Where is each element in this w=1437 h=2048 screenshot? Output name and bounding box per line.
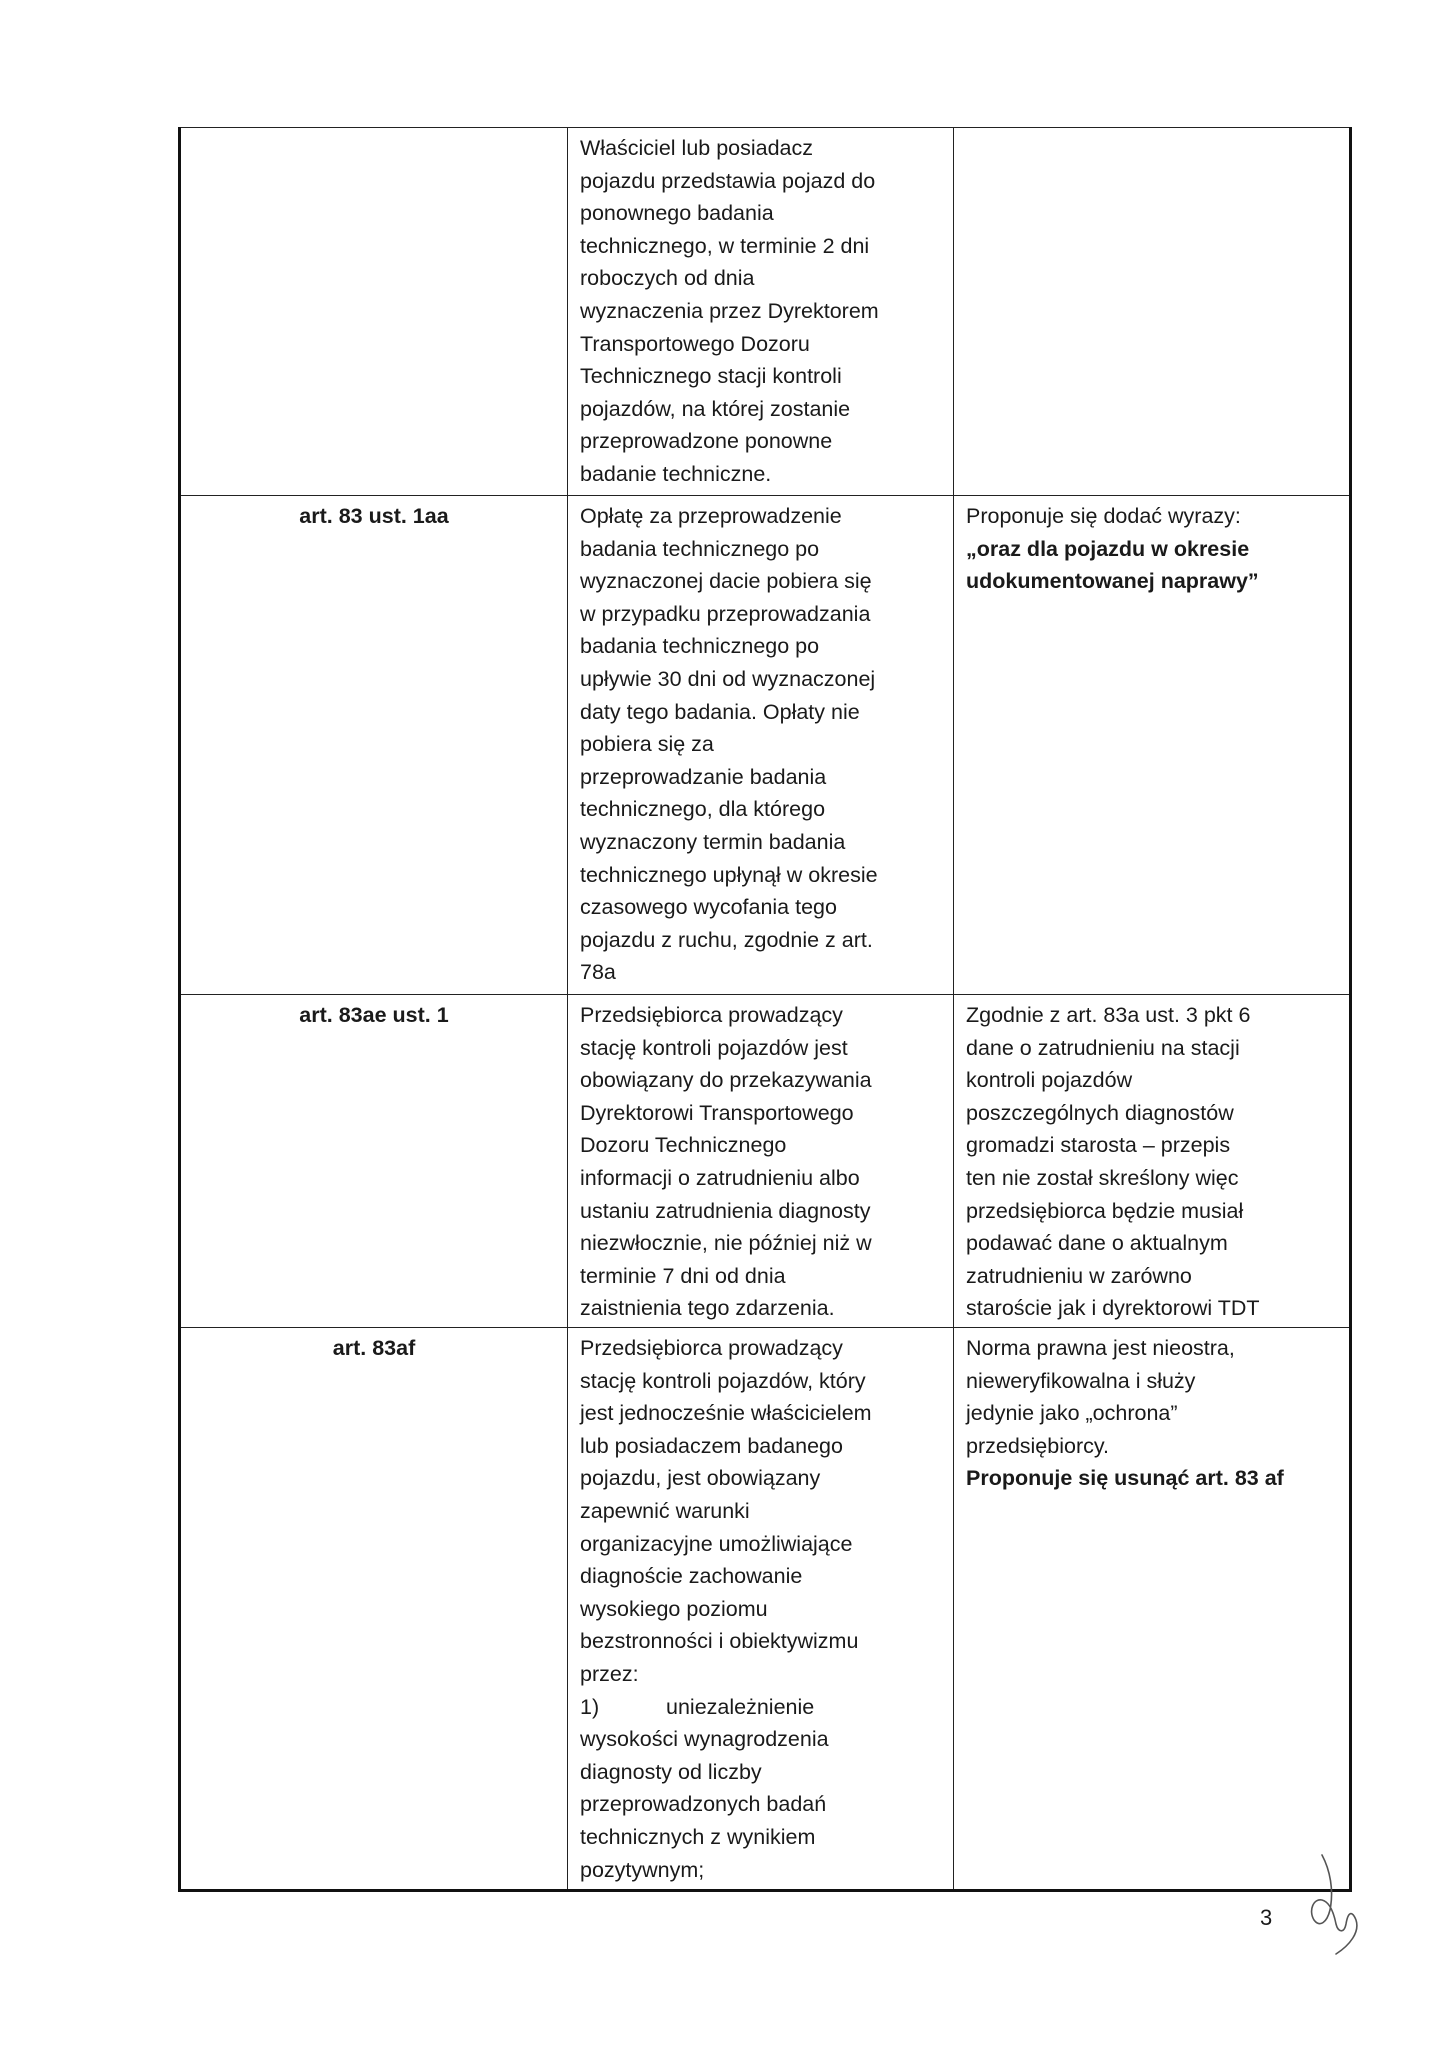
article-cell (180, 128, 568, 496)
provision-list-item-continuation: wysokości wynagrodzenia diagnosty od liczby przeprowadzonych badań technicznych z wynikiem pozytywnym; (580, 1727, 829, 1882)
list-item-number: 1) (580, 1694, 600, 1719)
comment-cell (954, 995, 1351, 1328)
table-row (180, 496, 1351, 995)
comment-proposal-text: Proponuje się usunąć art. 83 af (966, 1466, 1284, 1491)
comment-cell (954, 1328, 1351, 1891)
provision-cell (568, 995, 954, 1328)
comment-text: Zgodnie z art. 83a ust. 3 pkt 6 dane o zatrudnieniu na stacji kontroli pojazdów poszczególnych diagnostów gromadzi starosta – przepis ten nie został skreślony więc przedsiębiorca będzie musiał podawać dane o aktualnym zatrudnieniu w zarówno staroście jak i dyrektorowi TDT (966, 1003, 1260, 1321)
comment-text: Norma prawna jest nieostra, nieweryfikowalna i służy jedynie jako „ochrona” przedsiębiorcy. (966, 1336, 1235, 1458)
provision-text: Opłatę za przeprowadzenie badania technicznego po wyznaczonej dacie pobiera się w przypadku przeprowadzania badania technicznego po upływie 30 dni od wyznaczonej daty tego badania. Opłaty nie pobiera się za przeprowadzanie badania technicznego, dla którego wyznaczony termin badania technicznego upłynął w okresie czasowego wycofania tego pojazdu z ruchu, zgodnie z art. 78a (580, 504, 878, 985)
comment-cell (954, 128, 1351, 496)
list-item-first-word: uniezależnienie (666, 1694, 815, 1719)
provision-text: Przedsiębiorca prowadzący stację kontroli pojazdów jest obowiązany do przekazywania Dyrektorowi Transportowego Dozoru Technicznego informacji o zatrudnieniu albo ustaniu zatrudnienia diagnosty niezwłocznie, nie później niż w terminie 7 dni od dnia zaistnienia tego zdarzenia. (580, 1003, 872, 1321)
table-row (180, 128, 1351, 496)
comment-intro-text: Proponuje się dodać wyrazy: (966, 504, 1241, 528)
page-number: 3 (1260, 1905, 1273, 1930)
article-cell: art. 83af (180, 1328, 568, 1891)
article-cell: art. 83ae ust. 1 (180, 995, 568, 1328)
article-cell: art. 83 ust. 1aa (180, 496, 568, 995)
table-row (180, 995, 1351, 1328)
table-row (180, 1328, 1351, 1891)
provision-cell (568, 496, 954, 995)
provision-text: Przedsiębiorca prowadzący stację kontroli pojazdów, który jest jednocześnie właścicielem lub posiadaczem badanego pojazdu, jest obowiązany zapewnić warunki organizacyjne umożliwiające diagnoście zachowanie wysokiego poziomu bezstronności i obiektywizmu przez: (580, 1336, 872, 1686)
provision-cell (568, 128, 954, 496)
comment-proposal-text: „oraz dla pojazdu w okresie udokumentowanej naprawy” (966, 536, 1259, 594)
provision-cell (568, 1328, 954, 1891)
comments-table (178, 127, 1352, 1892)
comment-cell (954, 496, 1351, 995)
provision-list-item (580, 1691, 941, 1724)
handwritten-signature (1300, 1850, 1370, 1960)
provision-text: Właściciel lub posiadacz pojazdu przedstawia pojazd do ponownego badania technicznego, w terminie 2 dni roboczych od dnia wyznaczenia przez Dyrektorem Transportowego Dozoru Technicznego stacji kontroli pojazdów, na której zostanie przeprowadzone ponowne badanie techniczne. (580, 136, 879, 486)
